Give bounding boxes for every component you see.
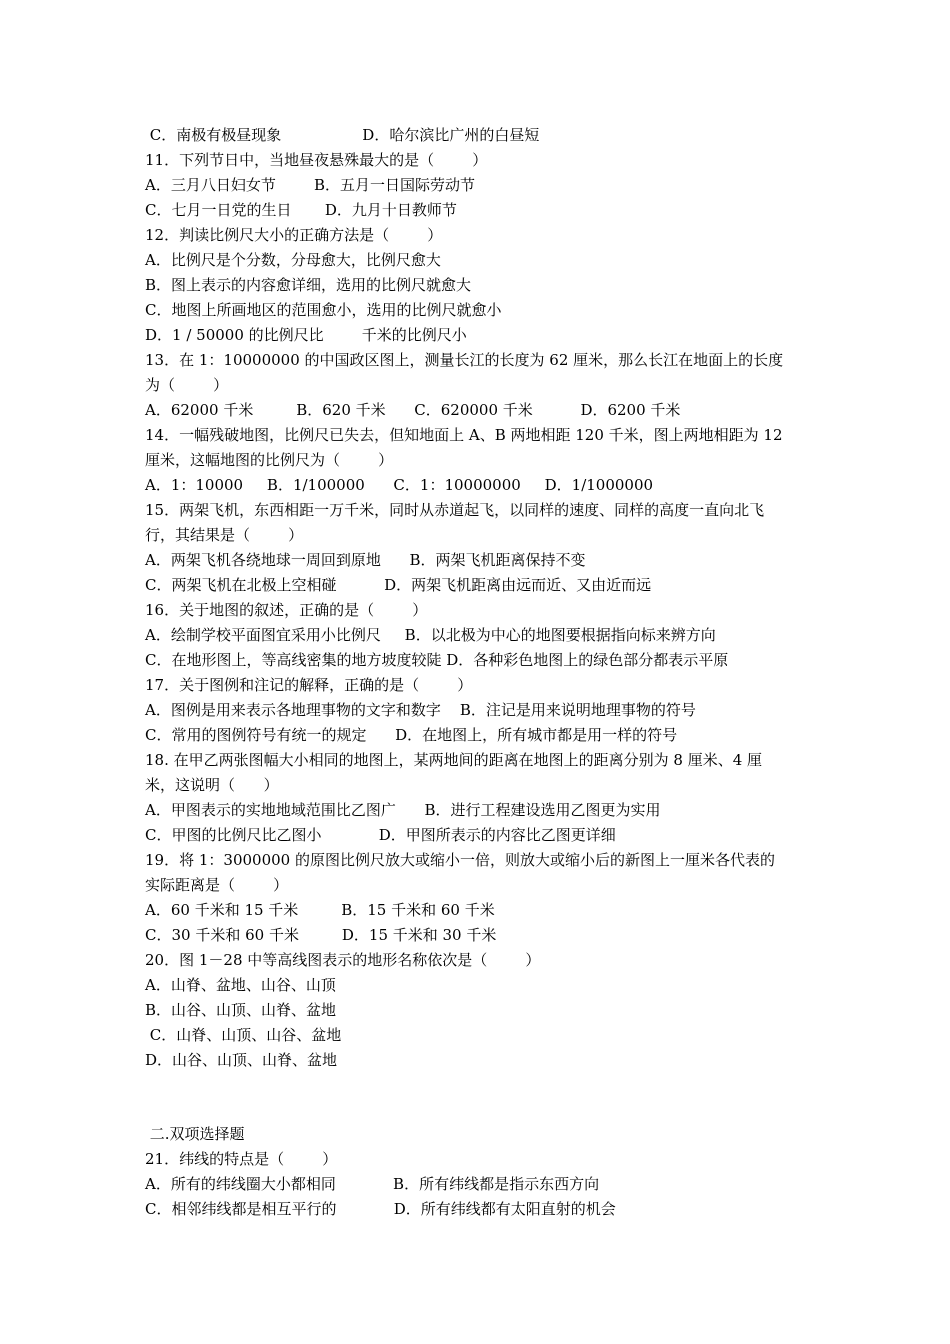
q21-option-cd: C．相邻纬线都是相互平行的 D．所有纬线都有太阳直射的机会 <box>145 1200 616 1218</box>
q11-option-ab: A．三月八日妇女节 B．五月一日国际劳动节 <box>145 176 476 194</box>
q12-option-a: A．比例尺是个分数，分母愈大，比例尺愈大 <box>145 251 441 269</box>
q11-option-cd: C．七月一日党的生日 D．九月十日教师节 <box>145 201 457 219</box>
q21-stem: 21．纬线的特点是（ ） <box>145 1150 338 1168</box>
q16-option-cd: C．在地形图上，等高线密集的地方坡度较陡 D．各种彩色地图上的绿色部分都表示平原 <box>145 651 729 669</box>
q13-options: A．62000 千米 B．620 千米 C．620000 千米 D．6200 千米 <box>145 401 681 419</box>
q12-option-d: D．1 / 50000 的比例尺比 千米的比例尺小 <box>145 326 467 344</box>
q17-option-cd: C．常用的图例符号有统一的规定 D．在地图上，所有城市都是用一样的符号 <box>145 726 678 744</box>
q14-options: A．1：10000 B．1/100000 C．1：10000000 D．1/1000000 <box>145 476 654 494</box>
q19-stem-cont: 实际距离是（ ） <box>145 876 289 894</box>
q18-stem: 18. 在甲乙两张图幅大小相同的地图上，某两地间的距离在地图上的距离分别为 8 厘米、4 厘 <box>145 751 763 769</box>
q20-option-b: B．山谷、山顶、山脊、盆地 <box>145 1001 337 1019</box>
q21-option-ab: A．所有的纬线圈大小都相同 B．所有纬线都是指示东西方向 <box>145 1175 600 1193</box>
q20-option-a: A．山脊、盆地、山谷、山顶 <box>145 976 336 994</box>
q17-option-ab: A．图例是用来表示各地理事物的文字和数字 B．注记是用来说明地理事物的符号 <box>145 701 696 719</box>
q15-option-ab: A．两架飞机各绕地球一周回到原地 B．两架飞机距离保持不变 <box>145 551 586 569</box>
q18-option-ab: A．甲图表示的实地地域范围比乙图广 B．进行工程建设选用乙图更为实用 <box>145 801 661 819</box>
q13-stem: 13．在 1：10000000 的中国政区图上，测量长江的长度为 62 厘米，那么长江在地面上的长度 <box>145 351 784 369</box>
q16-option-ab: A．绘制学校平面图宜采用小比例尺 B．以北极为中心的地图要根据指向标来辨方向 <box>145 626 716 644</box>
q12-stem: 12．判读比例尺大小的正确方法是（ ） <box>145 226 443 244</box>
q14-stem: 14．一幅残破地图，比例尺已失去，但知地面上 A、B 两地相距 120 千米，图上两地相距为 12 <box>145 426 783 444</box>
q20-option-d: D．山谷、山顶、山脊、盆地 <box>145 1051 338 1069</box>
q18-stem-cont: 米，这说明（ ） <box>145 776 279 794</box>
q15-option-cd: C．两架飞机在北极上空相碰 D．两架飞机距离由远而近、又由近而远 <box>145 576 652 594</box>
q19-stem: 19．将 1：3000000 的原图比例尺放大或缩小一倍，则放大或缩小后的新图上一厘米各代表的 <box>145 851 775 869</box>
q10-option-cd: C．南极有极昼现象 D．哈尔滨比广州的白昼短 <box>145 126 540 144</box>
q15-stem-cont: 行，其结果是（ ） <box>145 526 304 544</box>
q17-stem: 17．关于图例和注记的解释，正确的是（ ） <box>145 676 473 694</box>
q20-option-c: C．山脊、山顶、山谷、盆地 <box>145 1026 342 1044</box>
q12-option-c: C．地图上所画地区的范围愈小，选用的比例尺就愈小 <box>145 301 502 319</box>
q11-stem: 11．下列节日中，当地昼夜悬殊最大的是（ ） <box>145 151 488 169</box>
q19-option-ab: A．60 千米和 15 千米 B．15 千米和 60 千米 <box>145 901 495 919</box>
q15-stem: 15．两架飞机，东西相距一万千米，同时从赤道起飞，以同样的速度、同样的高度一直向北飞 <box>145 501 765 519</box>
section-heading: 二.双项选择题 <box>145 1125 245 1143</box>
q19-option-cd: C．30 千米和 60 千米 D．15 千米和 30 千米 <box>145 926 497 944</box>
q18-option-cd: C．甲图的比例尺比乙图小 D．甲图所表示的内容比乙图更详细 <box>145 826 616 844</box>
q12-option-b: B．图上表示的内容愈详细，选用的比例尺就愈大 <box>145 276 472 294</box>
q20-stem: 20．图 1－28 中等高线图表示的地形名称依次是（ ） <box>145 951 541 969</box>
q14-stem-cont: 厘米，这幅地图的比例尺为（ ） <box>145 451 394 469</box>
q16-stem: 16．关于地图的叙述，正确的是（ ） <box>145 601 428 619</box>
q13-stem-cont: 为（ ） <box>145 376 229 394</box>
